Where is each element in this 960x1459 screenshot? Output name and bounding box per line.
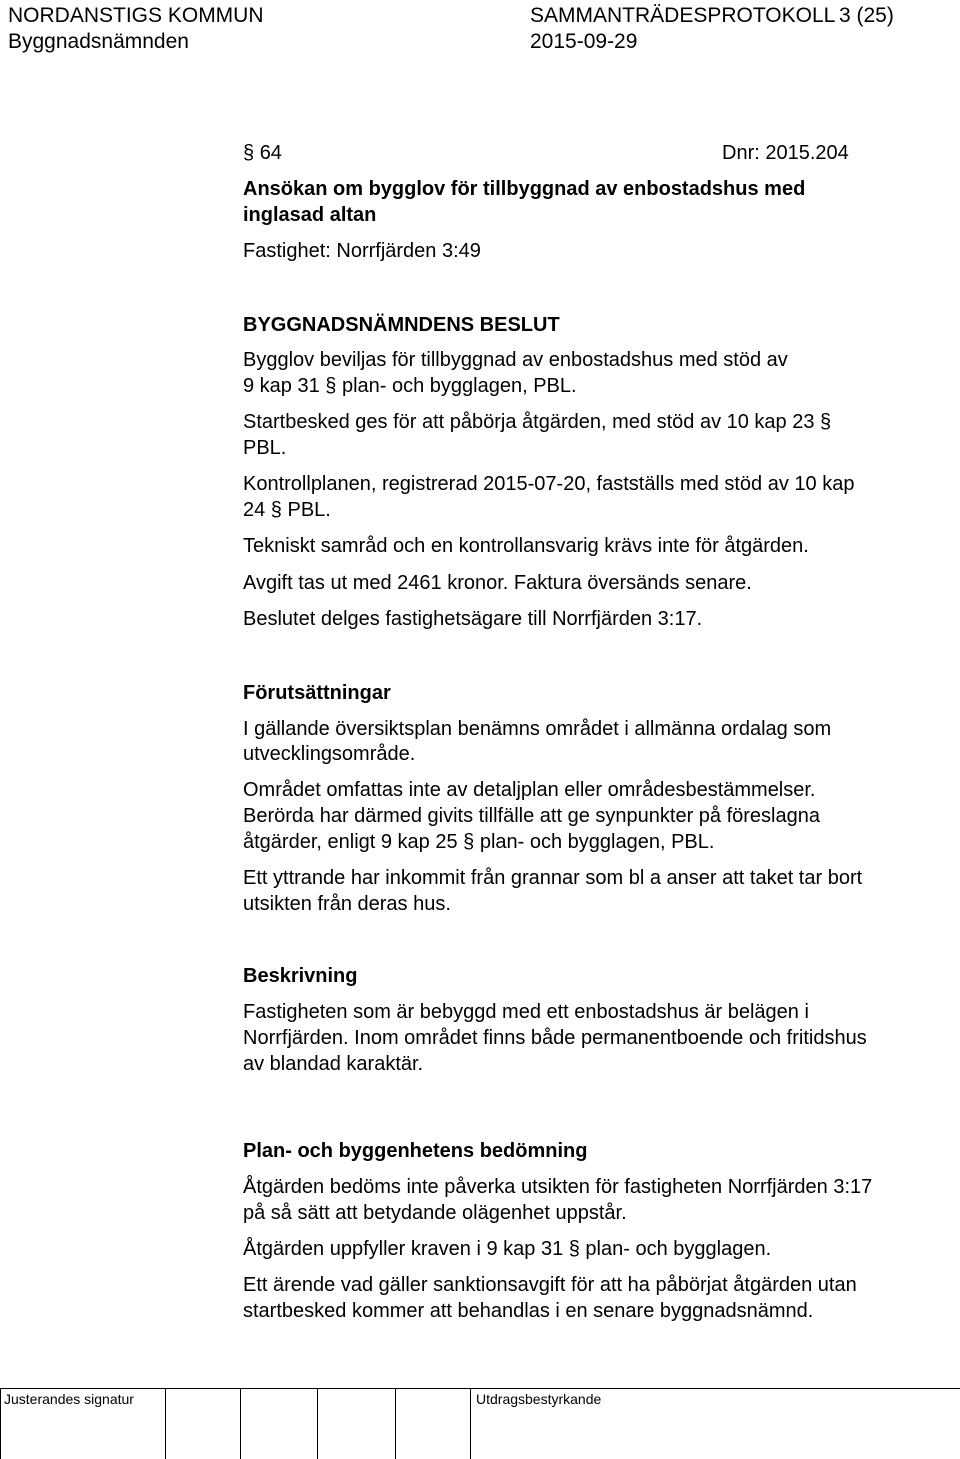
case-number-value: 64 (259, 142, 282, 164)
footer-rule (0, 1388, 960, 1389)
footer-divider-5 (470, 1389, 471, 1459)
footer-divider-left (0, 1389, 1, 1459)
decision-p1-line2: 9 kap 31 § plan- och bygglagen, PBL. (243, 375, 577, 397)
description-line2: Norrfjärden. Inom området finns både permanentboende och fritidshus (243, 1027, 867, 1049)
decision-p3-line1: Kontrollplanen, registrerad 2015-07-20, fastställs med stöd av 10 kap (243, 473, 855, 495)
footer-divider-1 (165, 1389, 166, 1459)
org-name: NORDANSTIGS KOMMUN (8, 4, 264, 27)
conditions-p3-line2: utsikten från deras hus. (243, 893, 451, 915)
assessment-p3-line1: Ett ärende vad gäller sanktionsavgift för att ha påbörjat åtgärden utan (243, 1274, 857, 1296)
decision-heading: BYGGNADSNÄMNDENS BESLUT (243, 314, 560, 336)
decision-p6: Beslutet delges fastighetsägare till Norrfjärden 3:17. (243, 608, 703, 630)
decision-p2-line2: PBL. (243, 437, 287, 459)
footer-divider-2 (240, 1389, 241, 1459)
decision-p3-line2: 24 § PBL. (243, 499, 331, 521)
page-number: 3 (25) (839, 4, 894, 27)
case-title-line2: inglasad altan (243, 204, 377, 226)
case-number: § 64 (243, 142, 282, 164)
property: Fastighet: Norrfjärden 3:49 (243, 240, 481, 262)
description-line1: Fastigheten som är bebyggd med ett enbostadshus är belägen i (243, 1001, 809, 1023)
board-name: Byggnadsnämnden (8, 30, 189, 53)
decision-p2-line1: Startbesked ges för att påbörja åtgärden, med stöd av 10 kap 23 § (243, 411, 832, 433)
assessment-heading: Plan- och byggenhetens bedömning (243, 1140, 588, 1162)
conditions-p1-line1: I gällande översiktsplan benämns området i allmänna ordalag som (243, 718, 832, 740)
description-heading: Beskrivning (243, 965, 358, 987)
decision-p5: Avgift tas ut med 2461 kronor. Faktura översänds senare. (243, 572, 752, 594)
conditions-heading: Förutsättningar (243, 682, 391, 704)
footer-divider-4 (395, 1389, 396, 1459)
conditions-p3-line1: Ett yttrande har inkommit från grannar som bl a anser att taket tar bort (243, 867, 863, 889)
decision-p1-line1: Bygglov beviljas för tillbyggnad av enbostadshus med stöd av (243, 349, 788, 371)
assessment-p2: Åtgärden uppfyller kraven i 9 kap 31 § plan- och bygglagen. (243, 1238, 772, 1260)
conditions-p2-line2: Berörda har därmed givits tillfälle att ge synpunkter på föreslagna (243, 805, 820, 827)
dnr: Dnr: 2015.204 (722, 142, 849, 164)
extract-label: Utdragsbestyrkande (476, 1391, 602, 1407)
conditions-p1-line2: utvecklingsområde. (243, 743, 416, 765)
meeting-date: 2015-09-29 (530, 30, 638, 53)
assessment-p1-line2: på så sätt att betydande olägenhet uppstår. (243, 1202, 627, 1224)
conditions-p2-line3: åtgärder, enligt 9 kap 25 § plan- och bygglagen, PBL. (243, 831, 715, 853)
conditions-p2-line1: Området omfattas inte av detaljplan eller områdesbestämmelser. (243, 779, 816, 801)
doc-type: SAMMANTRÄDESPROTOKOLL (530, 4, 836, 27)
assessment-p1-line1: Åtgärden bedöms inte påverka utsikten för fastigheten Norrfjärden 3:17 (243, 1176, 873, 1198)
footer-divider-3 (317, 1389, 318, 1459)
case-title-line1: Ansökan om bygglov för tillbyggnad av enbostadshus med (243, 178, 806, 200)
description-line3: av blandad karaktär. (243, 1053, 424, 1075)
decision-p4: Tekniskt samråd och en kontrollansvarig krävs inte för åtgärden. (243, 535, 809, 557)
assessment-p3-line2: startbesked kommer att behandlas i en senare byggnadsnämnd. (243, 1300, 814, 1322)
signature-label: Justerandes signatur (4, 1391, 134, 1407)
